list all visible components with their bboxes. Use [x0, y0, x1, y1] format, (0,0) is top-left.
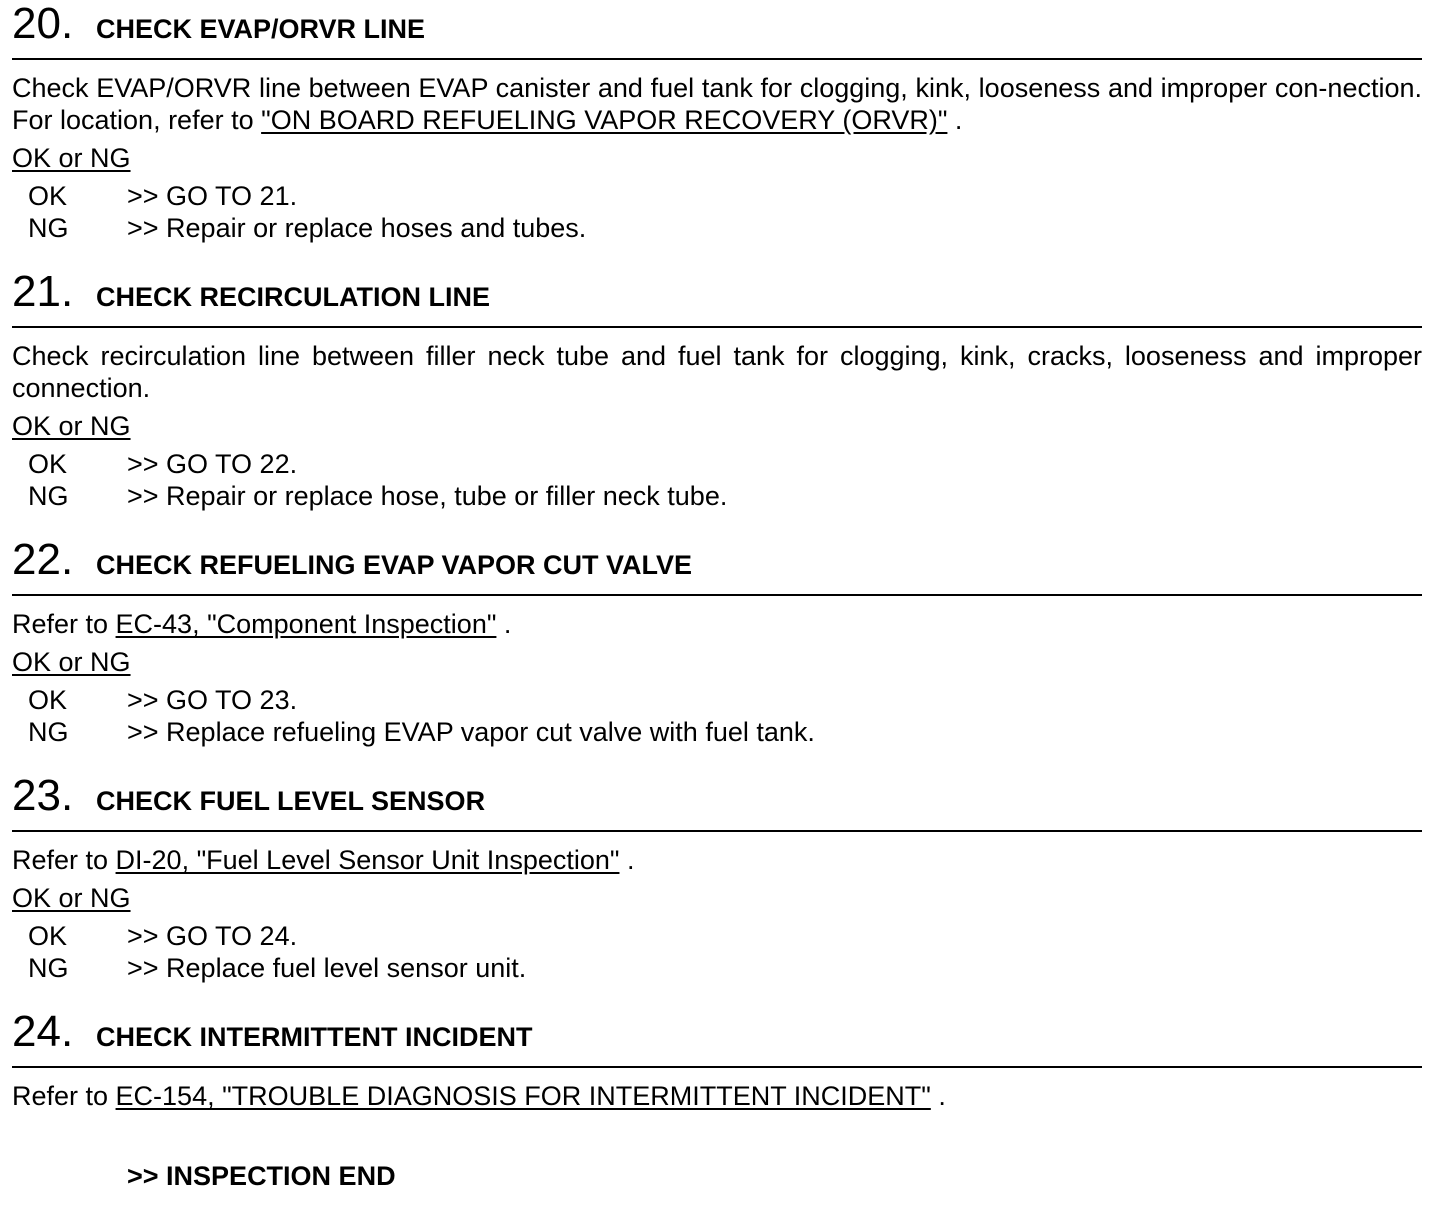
ng-label: NG	[28, 717, 69, 747]
instruction-text-end: .	[496, 609, 512, 639]
step-instruction	[12, 844, 1422, 876]
step-title: CHECK EVAP/ORVR LINE	[96, 14, 426, 44]
instruction-text: Refer to	[12, 845, 116, 875]
result-ng-row	[12, 952, 1422, 984]
instruction-text-end: .	[947, 105, 963, 135]
instruction-text: Refer to	[12, 609, 116, 639]
instruction-text: Check EVAP/ORVR line between EVAP canister and fuel tank for clogging, kink, looseness and improper con-nection. For location, refer to	[12, 73, 1422, 135]
step-22	[12, 536, 1422, 748]
step-header	[12, 772, 1422, 832]
step-title: CHECK INTERMITTENT INCIDENT	[96, 1022, 533, 1052]
reference-link[interactable]: DI-20, "Fuel Level Sensor Unit Inspection"	[115, 845, 620, 875]
ng-action: >> Replace refueling EVAP vapor cut valve with fuel tank.	[127, 717, 815, 747]
step-23	[12, 772, 1422, 984]
step-title: CHECK FUEL LEVEL SENSOR	[96, 786, 486, 816]
step-title: CHECK RECIRCULATION LINE	[96, 282, 490, 312]
result-ng-row	[12, 212, 1422, 244]
step-instruction	[12, 72, 1422, 136]
ok-action: >> GO TO 22.	[127, 449, 298, 479]
ok-action: >> GO TO 24.	[127, 921, 298, 951]
instruction-text: Check recirculation line between filler neck tube and fuel tank for clogging, kink, cracks, looseness and improper connection.	[12, 341, 1422, 403]
ng-label: NG	[28, 481, 69, 511]
instruction-text: Refer to	[12, 1081, 116, 1111]
ok-action: >> GO TO 23.	[127, 685, 298, 715]
ok-label: OK	[28, 921, 68, 951]
instruction-text-end: .	[619, 845, 635, 875]
step-header	[12, 1008, 1422, 1068]
inspection-end: >> INSPECTION END	[127, 1161, 396, 1191]
ng-label: NG	[28, 213, 69, 243]
step-instruction	[12, 1080, 1422, 1112]
ok-action: >> GO TO 21.	[127, 181, 298, 211]
result-ok-row	[12, 920, 1422, 952]
reference-link[interactable]: "ON BOARD REFUELING VAPOR RECOVERY (ORVR)"	[261, 105, 948, 135]
ok-or-ng-label: OK or NG	[12, 143, 131, 173]
step-number: 23.	[12, 771, 74, 820]
ng-action: >> Repair or replace hoses and tubes.	[127, 213, 587, 243]
ok-label: OK	[28, 685, 68, 715]
ok-label: OK	[28, 449, 68, 479]
ok-label: OK	[28, 181, 68, 211]
step-header	[12, 0, 1422, 60]
step-instruction	[12, 608, 1422, 640]
step-number: 21.	[12, 267, 74, 316]
step-instruction	[12, 340, 1422, 404]
step-21	[12, 268, 1422, 512]
step-title: CHECK REFUELING EVAP VAPOR CUT VALVE	[96, 550, 693, 580]
instruction-text-end: .	[930, 1081, 946, 1111]
step-number: 22.	[12, 535, 74, 584]
step-number: 24.	[12, 1007, 74, 1056]
reference-link[interactable]: EC-43, "Component Inspection"	[115, 609, 497, 639]
result-ok-row	[12, 180, 1422, 212]
result-ok-row	[12, 448, 1422, 480]
reference-link[interactable]: EC-154, "TROUBLE DIAGNOSIS FOR INTERMITTENT INCIDENT"	[115, 1081, 931, 1111]
ok-or-ng-label: OK or NG	[12, 883, 131, 913]
result-ok-row	[12, 684, 1422, 716]
step-number: 20.	[12, 0, 74, 48]
ok-or-ng-label: OK or NG	[12, 411, 131, 441]
step-20	[12, 0, 1422, 244]
result-ng-row	[12, 480, 1422, 512]
ng-action: >> Repair or replace hose, tube or filler neck tube.	[127, 481, 728, 511]
ng-label: NG	[28, 953, 69, 983]
step-24	[12, 1008, 1422, 1112]
step-header	[12, 536, 1422, 596]
ng-action: >> Replace fuel level sensor unit.	[127, 953, 527, 983]
ok-or-ng-label: OK or NG	[12, 647, 131, 677]
step-header	[12, 268, 1422, 328]
result-ng-row	[12, 716, 1422, 748]
